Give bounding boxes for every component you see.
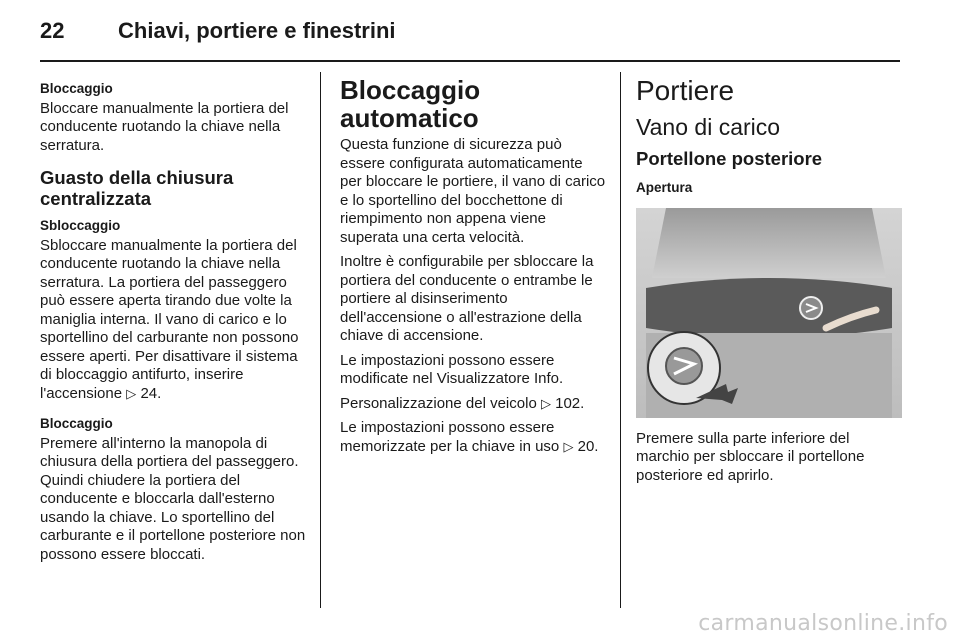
section-heading-bloccaggio-automatico: Bloccaggio automatico — [340, 75, 481, 133]
tailgate-photo — [636, 208, 902, 418]
page-number: 22 — [40, 18, 65, 43]
header-rule — [40, 60, 900, 62]
paragraph-text: Personalizzazione del veicolo — [340, 394, 537, 412]
paragraph: Bloccare manualmente la portiera del conducente ruotando la chiave nella serratura. — [40, 99, 289, 154]
image-caption: Premere sulla parte inferiore del marchio per sbloccare il portellone posteriore ed aprirlo. — [636, 429, 865, 484]
section-heading-portellone: Portellone posteriore — [636, 148, 823, 169]
subheading-bloccaggio-2: Bloccaggio — [40, 416, 113, 431]
paragraph: Inoltre è configurabile per sbloccare la portiera del conducente o entrambe le portiere al disinserimento dell'accensione o all'estrazione della chiave di accensione. — [340, 253, 594, 344]
chapter-title: Chiavi, portiere e finestrini — [118, 18, 396, 43]
subheading-sbloccaggio: Sbloccaggio — [40, 218, 121, 233]
section-heading-vano-di-carico: Vano di carico — [636, 114, 781, 140]
rear-window — [652, 208, 886, 278]
column-divider-2 — [620, 72, 621, 608]
page-ref-link[interactable]: 24. — [140, 384, 162, 402]
paragraph-with-ref — [40, 237, 306, 404]
paragraph-text: Le impostazioni possono essere memorizzate per la chiave in uso — [340, 419, 560, 455]
page-ref-link[interactable]: 102. — [555, 394, 585, 412]
paragraph: Premere all'interno la manopola di chiusura della portiera del passeggero. Quindi chiudere la portiera del conducente e bloccarla dall'esterno usando la chiave. Lo sportellino del carburante e il portellone posteriore non possono essere bloccati. — [40, 434, 306, 563]
watermark: carmanualsonline.info — [698, 611, 948, 636]
paragraph-with-ref — [340, 395, 606, 414]
paragraph: Questa funzione di sicurezza può essere configurata automaticamente per bloccare le portiere, il vano di carico e lo sportellino del bocchettone di riempimento non appena viene superata una certa velocità. — [340, 136, 606, 246]
page-ref-arrow-icon: ▷ — [540, 395, 551, 411]
column-3 — [636, 76, 902, 491]
paragraph-with-ref — [340, 419, 606, 456]
section-heading-portiere: Portiere — [636, 75, 735, 106]
page-ref-link[interactable]: 20. — [577, 437, 599, 455]
paragraph-text: Sbloccare manualmente la portiera del conducente ruotando la chiave nella serratura. La portiera del passeggero può essere aperta tirando due volte la maniglia interna. Il vano di carico e lo sportellino del carburante non possono essere aperti. Per disattivare il sistema di bloccaggio antifurto, inserire l'accensione — [40, 236, 299, 402]
page-ref-arrow-icon: ▷ — [563, 438, 574, 454]
column-2 — [340, 76, 606, 462]
paragraph: Le impostazioni possono essere modificate nel Visualizzatore Info. — [340, 351, 564, 387]
subheading-apertura: Apertura — [636, 180, 693, 195]
brand-emblem — [800, 297, 822, 319]
column-divider-1 — [320, 72, 321, 608]
emblem-detail-icon — [666, 348, 702, 384]
section-heading-guasto: Guasto della chiusura centralizzata — [40, 167, 234, 209]
column-1 — [40, 76, 306, 570]
page-ref-arrow-icon: ▷ — [126, 385, 137, 401]
tailgate-panel — [646, 278, 892, 338]
subheading-bloccaggio: Bloccaggio — [40, 81, 113, 96]
